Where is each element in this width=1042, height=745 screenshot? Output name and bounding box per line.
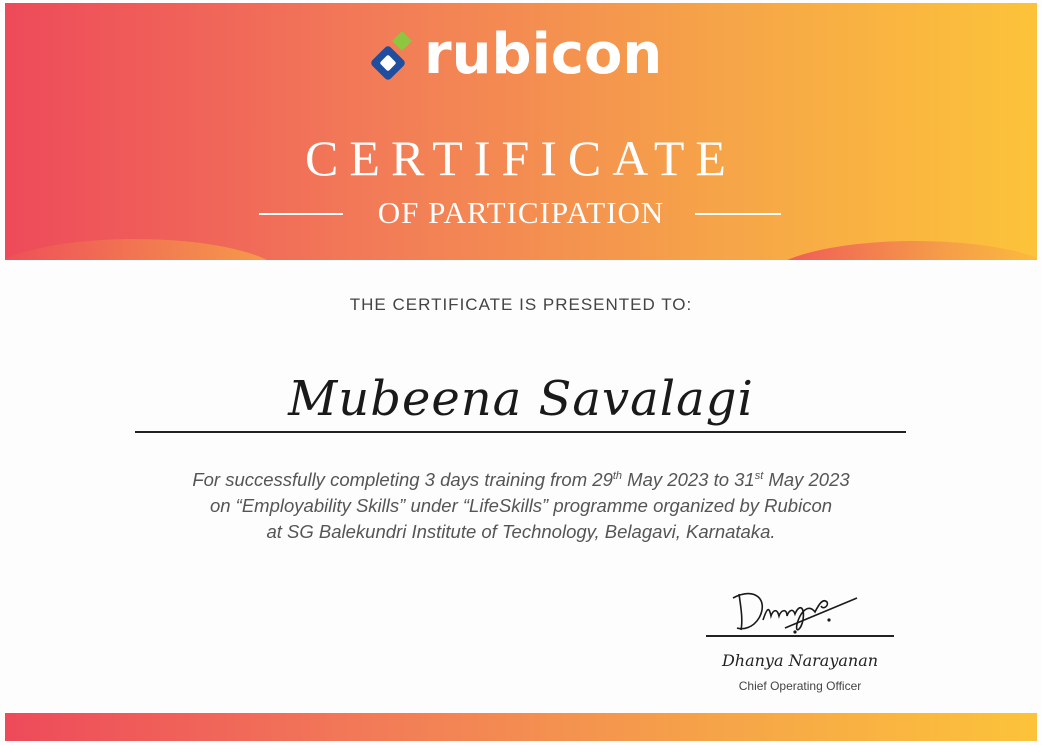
certificate-subtitle: OF PARTICIPATION [377,195,665,230]
subtitle-rule-right [695,213,781,215]
recipient-name: Mubeena Savalagi [288,371,754,427]
description-line-2: on “Employability Skills” under “LifeSkills” programme organized by Rubicon [209,495,833,516]
description-line-1-part-a: For successfully completing 3 days training from 29 [192,469,613,490]
description-ordinal-end: st [754,470,764,482]
signatory-title: Chief Operating Officer [738,679,862,693]
description-line-1-part-c: May 2023 [763,469,850,490]
presented-to-label: THE CERTIFICATE IS PRESENTED TO: [349,295,693,314]
signature-line [706,635,894,637]
description-ordinal-start: th [612,470,623,482]
description-line-1-part-b: May 2023 to 31 [622,469,755,490]
recipient-name-underline [135,431,906,433]
header-wave-left [5,239,285,261]
certificate-footer-bar [5,713,1037,741]
header-bottom-edge [5,260,1037,261]
description-line-1 [0,467,1042,493]
signatory-name: Dhanya Narayanan [721,651,879,670]
rubicon-logo-text: rubicon [424,22,663,87]
certificate-description [0,467,1042,545]
description-line-3: at SG Balekundri Institute of Technology, Belagavi, Karnataka. [266,521,776,542]
certificate-title: CERTIFICATE [305,130,737,186]
rubicon-logo-icon [368,32,418,88]
header-wave-right [765,241,1037,261]
signature-image [725,580,865,638]
rubicon-logo [368,22,678,94]
